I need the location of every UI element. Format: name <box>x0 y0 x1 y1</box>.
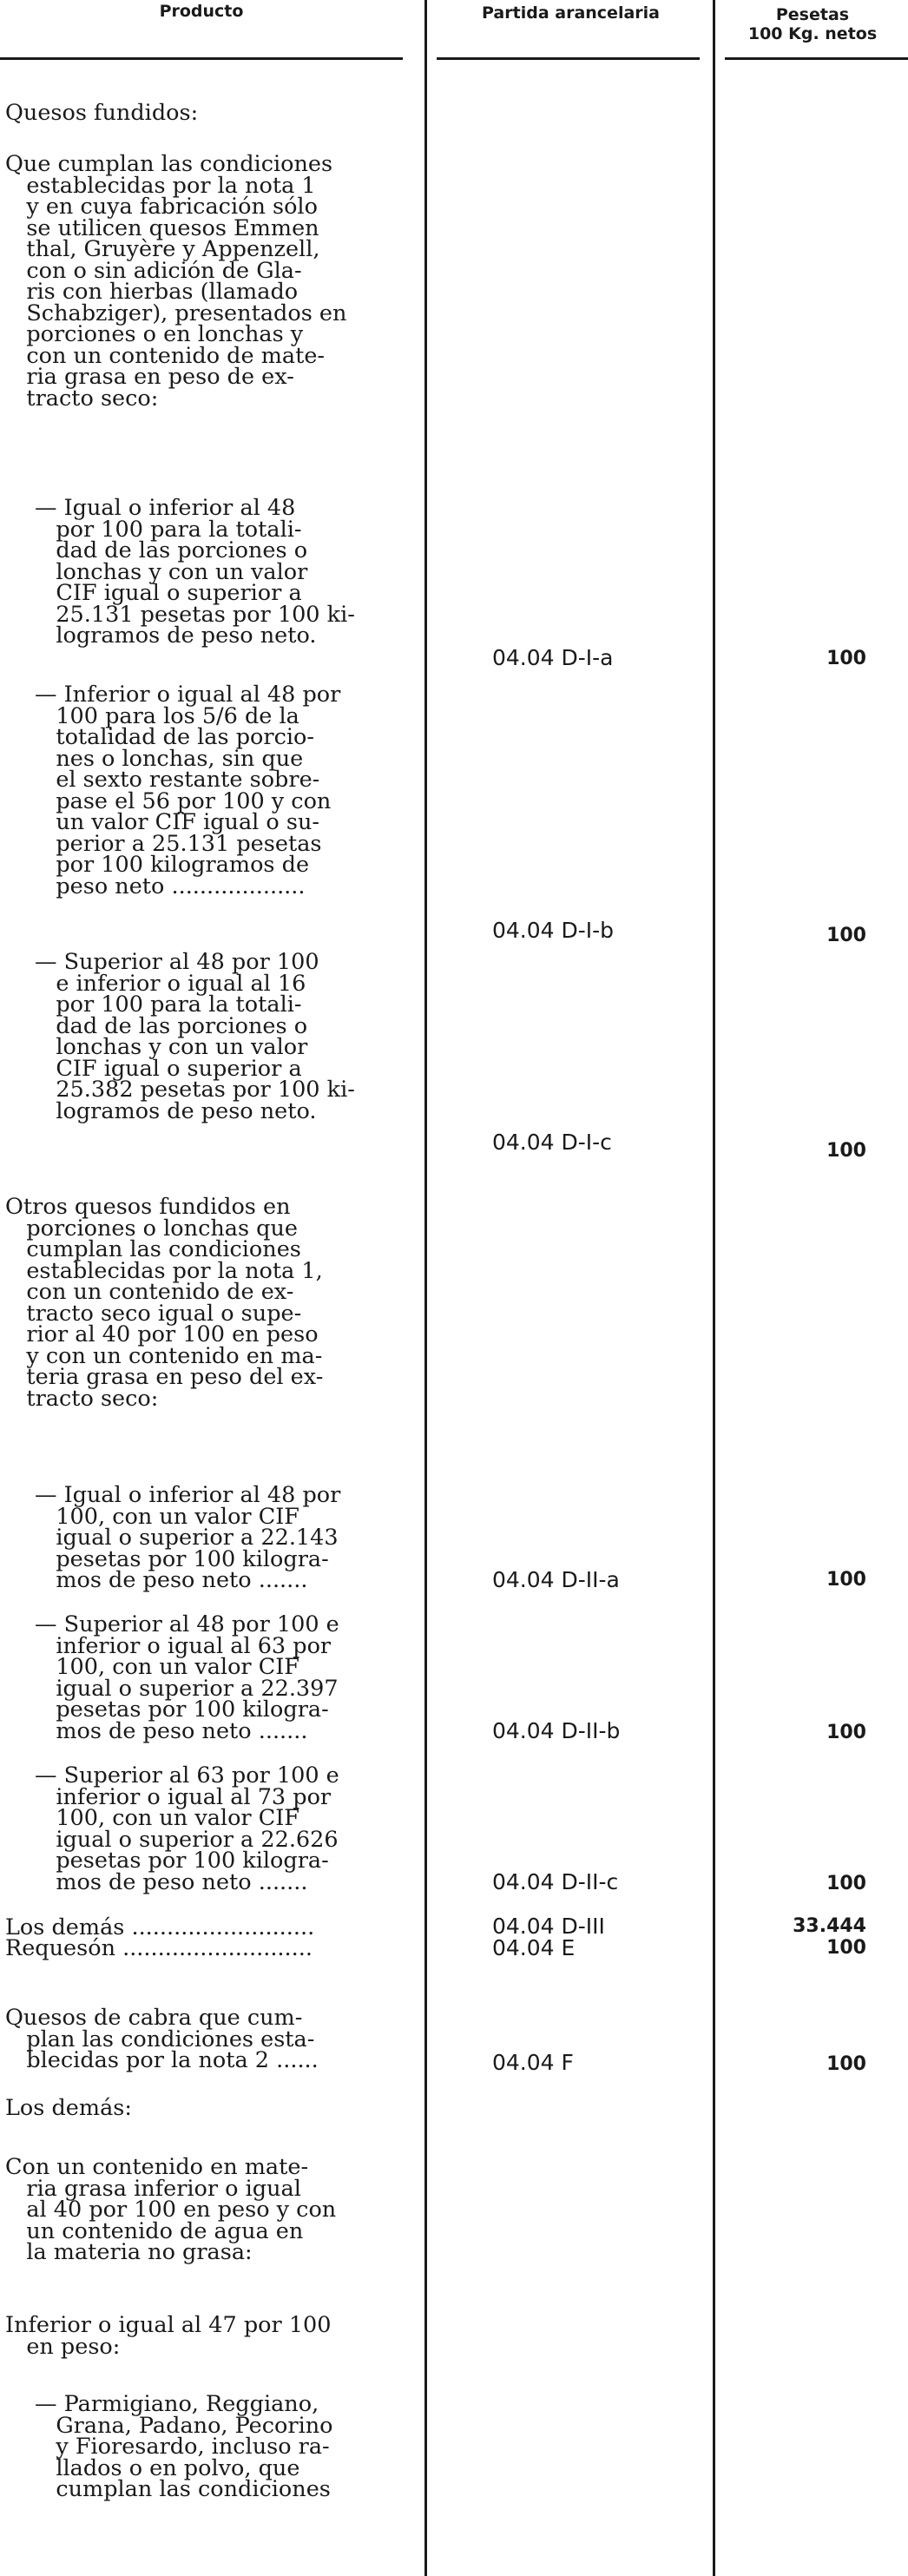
header-partida: Partida arancelaria <box>482 3 660 23</box>
value-d-ii-a: 100 <box>826 1569 866 1591</box>
item-d-i-a-text: — Igual o inferior al 48 por 100 para la totali- dad de las porciones o lonchas y con un valor CIF igual o superior a 25.131 pesetas por 100 ki- logramos de peso neto. <box>35 495 355 649</box>
header-pesetas: Pesetas <box>775 5 850 24</box>
item-d-ii-b-text: — Superior al 48 por 100 e inferior o igual al 63 por 100, con un valor CIF igual o superior a 22.397 pesetas por 100 kilogra- mos de peso neto ....... <box>35 1611 339 1744</box>
paragraph-otros-quesos: Otros quesos fundidos en porciones o lonchas que cumplan las condiciones establecidas por la nota 1, con un contenido de ex- tracto seco igual o supe- rior al 40 por 100 en peso y con un contenido en ma- teria grasa en peso del ex- tracto seco: <box>5 1194 324 1412</box>
value-d-i-c: 100 <box>826 1140 866 1162</box>
header-rule-pesetas <box>725 57 908 60</box>
value-d-ii-b: 100 <box>826 1722 866 1743</box>
tariff-code-d-i-b: 04.04 D-I-b <box>492 918 615 943</box>
item-d-i-c-text: — Superior al 48 por 100 e inferior o igual al 16 por 100 para la totali- dad de las porciones o lonchas y con un valor CIF igual o superior a 25.382 pesetas por 100 ki- logramos de peso neto. <box>35 949 355 1124</box>
header-producto: Producto <box>159 2 244 21</box>
item-e-text: Requesón ........................... <box>5 1935 313 1961</box>
header-rule-partida <box>437 57 700 60</box>
item-d-ii-a-text: — Igual o inferior al 48 por 100, con un valor CIF igual o superior a 22.143 pesetas por 100 kilogra- mos de peso neto ....... <box>35 1482 341 1593</box>
item-parmigiano-text: — Parmigiano, Reggiano, Grana, Padano, Pecorino y Fioresardo, incluso ra- llados o en polvo, que cumplan las condiciones <box>35 2391 333 2502</box>
item-d-i-b-text: — Inferior o igual al 48 por 100 para los 5/6 de la totalidad de las porcio- nes o lonchas, sin que el sexto restante sobre- pase el 56 por 100 y con un valor CIF igual o su- perior a 25.131 pesetas por 100 kilogramos de peso neto ................... <box>35 682 341 899</box>
tariff-code-d-iii: 04.04 D-III <box>492 1914 605 1939</box>
column-divider-left <box>424 0 427 2576</box>
paragraph-con-contenido: Con un contenido en mate- ria grasa inferior o igual al 40 por 100 en peso y con un contenido de agua en la materia no grasa: <box>5 2154 337 2265</box>
paragraph-inferior-47: Inferior o igual al 47 por 100 en peso: <box>5 2312 332 2360</box>
tariff-code-d-i-c: 04.04 D-I-c <box>492 1130 612 1155</box>
heading-los-demas: Los demás: <box>5 2095 132 2121</box>
paragraph-que-cumplan: Que cumplan las condiciones establecidas por la nota 1 y en cuya fabricación sólo se utilicen quesos Emmen thal, Gruyère y Appenzell, con o sin adición de Gla- ris con hierbas (llamado Schabziger), presentados en porciones o en lonchas y con un contenido de mate- ria grasa en peso de ex- tracto seco: <box>5 151 347 412</box>
item-d-ii-c-text: — Superior al 63 por 100 e inferior o igual al 73 por 100, con un valor CIF igual o superior a 22.626 pesetas por 100 kilogra- mos de peso neto ....... <box>35 1762 339 1895</box>
header-rule-producto <box>0 57 403 60</box>
tariff-code-d-i-a: 04.04 D-I-a <box>492 645 614 670</box>
value-d-i-a: 100 <box>826 648 866 669</box>
paragraph-quesos-cabra: Quesos de cabra que cum- plan las condiciones esta- blecidas por la nota 2 ...... <box>5 2005 319 2073</box>
tariff-code-d-ii-a: 04.04 D-II-a <box>492 1567 620 1592</box>
value-d-iii: 33.444 <box>793 1915 866 1937</box>
tariff-code-d-ii-c: 04.04 D-II-c <box>492 1869 619 1894</box>
value-d-i-b: 100 <box>826 925 866 946</box>
column-divider-right <box>713 0 715 2576</box>
tariff-code-d-ii-b: 04.04 D-II-b <box>492 1718 621 1743</box>
value-d-ii-c: 100 <box>826 1873 866 1894</box>
item-d-iii-text: Los demás .......................... <box>5 1914 315 1940</box>
header-pesetas-unit: 100 Kg. netos <box>747 24 878 43</box>
value-e: 100 <box>826 1937 866 1959</box>
heading-quesos-fundidos: Quesos fundidos: <box>5 100 199 126</box>
tariff-code-f: 04.04 F <box>492 2050 574 2075</box>
tariff-code-e: 04.04 E <box>492 1935 576 1960</box>
value-f: 100 <box>826 2053 866 2075</box>
